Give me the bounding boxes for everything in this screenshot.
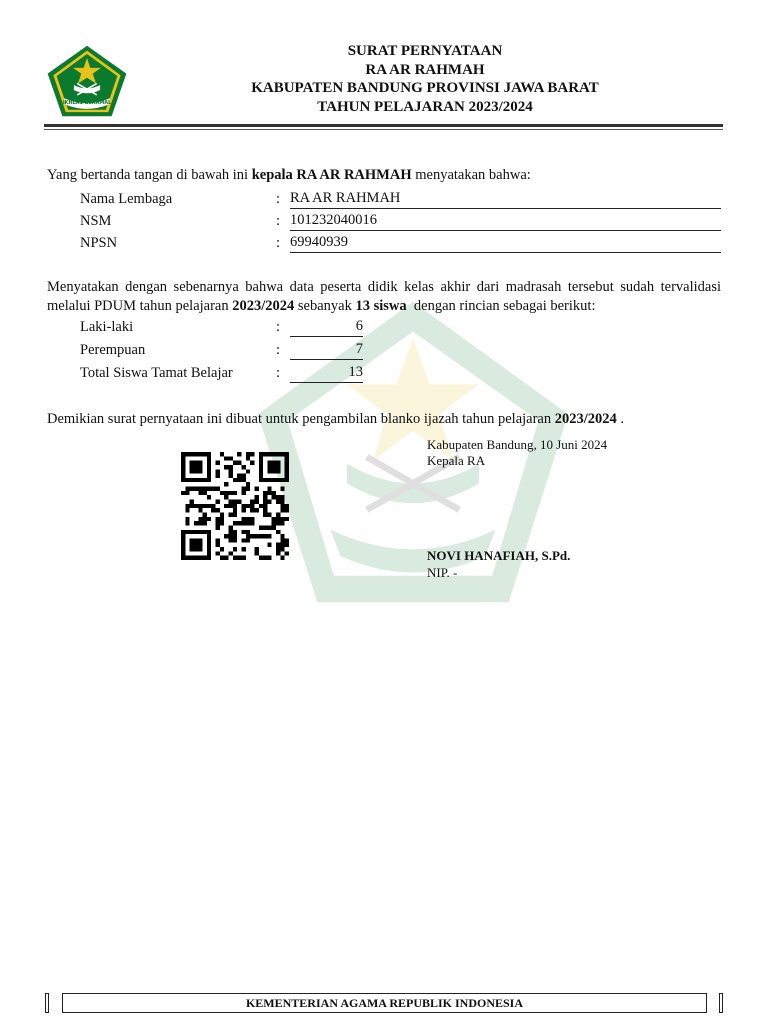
- count-value: 6: [290, 317, 363, 337]
- field-colon: :: [276, 235, 281, 251]
- field-label: NSM: [80, 213, 112, 229]
- field-colon: :: [276, 191, 281, 207]
- field-label: NPSN: [80, 235, 118, 251]
- header-divider-thin: [44, 129, 723, 130]
- field-value: 101232040016: [290, 211, 721, 231]
- field-label: Nama Lembaga: [80, 191, 173, 207]
- footer-bar-left: [45, 993, 49, 1013]
- field-row-nama-lembaga: [80, 188, 721, 210]
- qr-code-icon[interactable]: [178, 452, 292, 560]
- count-value: 7: [290, 340, 363, 360]
- count-label: Laki-laki: [80, 319, 134, 335]
- count-label: Perempuan: [80, 342, 146, 358]
- statement-paragraph: Menyatakan dengan sebenarnya bahwa data peserta didik kelas akhir dari madrasah tersebut sudah tervalidasi melalui PDUM tahun pelajaran 2023/2024 sebanyak 13 siswa dengan rincian sebagai berikut:: [47, 279, 721, 314]
- document-title-block: [150, 42, 700, 116]
- kemenag-emblem-icon: [46, 44, 128, 118]
- signatory-nip: NIP. -: [427, 565, 458, 580]
- field-colon: :: [276, 213, 281, 229]
- region-line: KABUPATEN BANDUNG PROVINSI JAWA BARAT: [251, 80, 599, 96]
- count-row-perempuan: [80, 339, 370, 361]
- field-row-npsn: [80, 232, 721, 254]
- count-label: Total Siswa Tamat Belajar: [80, 365, 233, 381]
- count-row-laki-laki: [80, 316, 370, 338]
- count-colon: :: [276, 319, 281, 335]
- count-colon: :: [276, 342, 281, 358]
- academic-year-line: TAHUN PELAJARAN 2023/2024: [317, 98, 533, 115]
- signatory-name: NOVI HANAFIAH, S.Pd.: [427, 548, 571, 563]
- institution-line: RA AR RAHMAH: [365, 61, 485, 78]
- header-divider-thick: [44, 124, 723, 127]
- count-value: 13: [290, 363, 363, 383]
- count-colon: :: [276, 365, 281, 381]
- title-line: SURAT PERNYATAAN: [347, 43, 503, 59]
- signature-place-date: Kabupaten Bandung, 10 Juni 2024: [427, 437, 608, 452]
- footer-ministry: KEMENTERIAN AGAMA REPUBLIK INDONESIA: [62, 993, 707, 1013]
- field-row-nsm: [80, 210, 721, 232]
- logo-motto: IKHLAS BERAMAL: [62, 99, 112, 106]
- footer-bar-right: [719, 993, 723, 1013]
- field-value: RA AR RAHMAH: [290, 189, 721, 209]
- closing-sentence: Demikian surat pernyataan ini dibuat untuk pengambilan blanko ijazah tahun pelajaran 2023/2024 .: [47, 411, 625, 427]
- field-value: 69940939: [290, 233, 721, 253]
- signature-role: Kepala RA: [427, 453, 486, 468]
- intro-sentence: Yang bertanda tangan di bawah ini kepala RA AR RAHMAH menyatakan bahwa:: [47, 167, 531, 183]
- count-row-total: [80, 362, 370, 384]
